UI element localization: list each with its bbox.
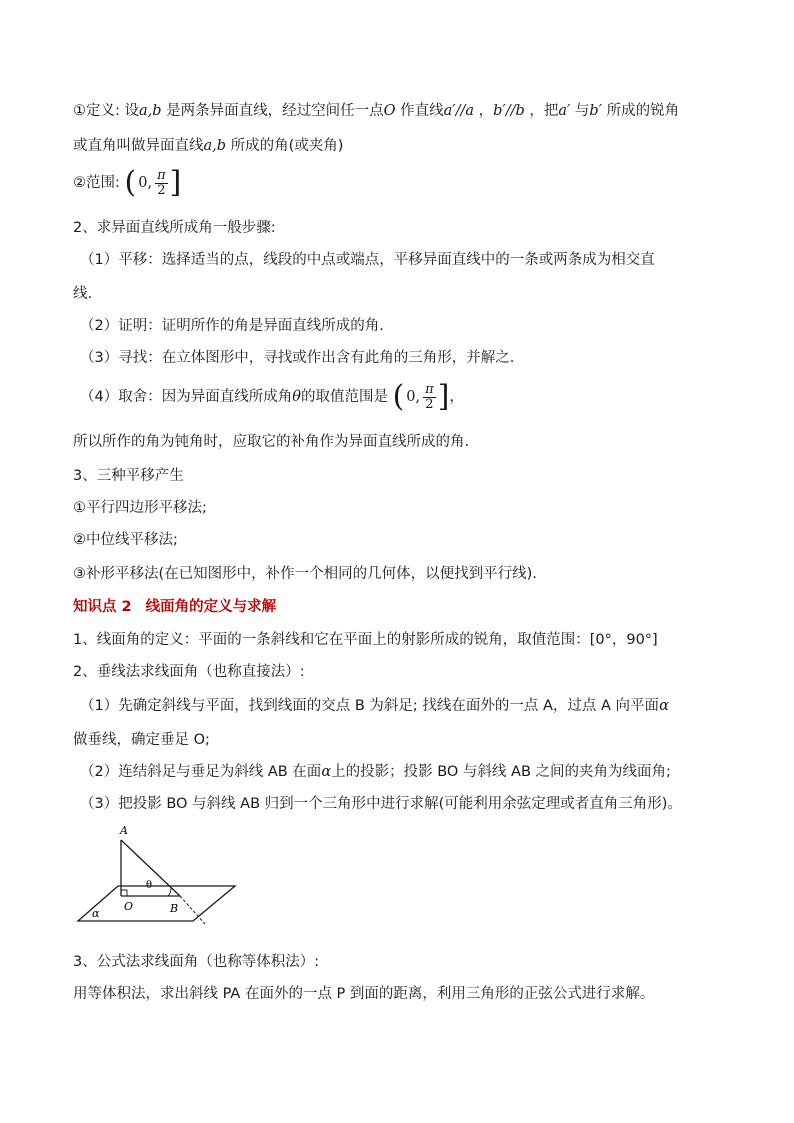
kp2-heading <box>73 597 276 617</box>
fraction-pi-over-2 <box>423 383 436 412</box>
plane-alpha <box>78 886 235 921</box>
right-angle-mark <box>121 890 127 896</box>
definition-text: ， <box>474 103 494 119</box>
math-ab: a,b <box>203 138 227 154</box>
fraction-denominator: 2 <box>157 182 166 198</box>
perp-step-1-b: 做垂线，确定垂足 O; <box>73 732 210 748</box>
range-label: ②范围: <box>73 175 120 191</box>
definition-prefix: ①定义: 设 <box>73 103 139 119</box>
formula-method-title: 3、公式法求线面角（也称等体积法）: <box>73 954 320 970</box>
step-4-conclusion: 所以所作的角为钝角时，应取它的补角作为异面直线所成的角. <box>73 434 470 450</box>
definition-line-2 <box>73 136 343 156</box>
step-2: （2）证明：证明所作的角是异面直线所成的角. <box>80 318 384 334</box>
math-O: O <box>383 103 396 119</box>
steps-title: 2、求异面直线所成角一般步骤: <box>73 220 276 236</box>
interval-zero: 0, <box>406 389 421 405</box>
perp-step-2-text: 上的投影；投影 BO 与斜线 AB 之间的夹角为线面角; <box>331 764 671 780</box>
step-1-line-b: 线. <box>73 286 93 302</box>
interval-left-bracket: ( <box>124 165 137 200</box>
step-3: （3）寻找：在立体图形中，寻找或作出含有此角的三角形，并解之. <box>80 350 515 366</box>
interval-0-pi-over-2 <box>125 166 182 200</box>
perp-step-1-a <box>80 696 669 716</box>
perpendicular-method-title: 2、垂线法求线面角（也称直接法）: <box>73 664 305 680</box>
math-alpha: α <box>321 764 332 780</box>
angle-theta-arc <box>168 888 171 897</box>
method-1: ①平行四边形平移法; <box>73 500 207 516</box>
fraction-pi-over-2 <box>155 169 168 198</box>
definition-text: 作直线 <box>395 103 444 119</box>
label-O: O <box>124 900 134 913</box>
math-theta: θ <box>292 389 301 405</box>
translations-title: 3、三种平移产生 <box>73 468 184 484</box>
definition-text: 是两条异面直线，经过空间任一点 <box>161 103 384 119</box>
fraction-denominator: 2 <box>425 396 434 412</box>
formula-method-text: 用等体积法，求出斜线 PA 在面外的一点 P 到面的距离，利用三角形的正弦公式进行求解。 <box>73 986 655 1002</box>
interval-right-bracket: ] <box>437 379 450 414</box>
definition-text: 与 <box>570 103 590 119</box>
definition-text: 所成的锐角 <box>602 103 680 119</box>
perp-step-3: （3）把投影 BO 与斜线 AB 归到一个三角形中进行求解(可能利用余弦定理或者直角三角形)。 <box>80 796 682 812</box>
line-plane-angle-figure <box>70 818 245 930</box>
perp-step-2-text: （2）连结斜足与垂足为斜线 AB 在面 <box>80 764 322 780</box>
interval-right-bracket: ] <box>169 165 182 200</box>
range-line <box>73 166 181 200</box>
step-4 <box>80 380 464 414</box>
math-alpha: α <box>659 698 669 714</box>
math-a-parallel: a′//a <box>443 103 475 119</box>
method-3: ③补形平移法(在已知图形中，补作一个相同的几何体，以便找到平行线). <box>73 566 537 582</box>
fraction-numerator: π <box>157 167 166 183</box>
label-alpha: α <box>92 907 100 920</box>
math-b-prime: b′ <box>589 103 602 119</box>
step-4-text: 的取值范围是 <box>300 389 388 405</box>
interval-left-bracket: ( <box>392 379 405 414</box>
label-B: B <box>170 902 179 915</box>
interval-zero: 0, <box>138 175 153 191</box>
label-theta: θ <box>146 880 153 891</box>
definition-text: ，把 <box>524 103 559 119</box>
interval-0-pi-over-2 <box>393 380 450 414</box>
fraction-numerator: π <box>425 381 434 397</box>
definition-text: 或直角叫做异面直线 <box>73 138 204 154</box>
math-a-prime: a′ <box>558 103 571 119</box>
definition-text: 所成的角(或夹角) <box>226 138 344 154</box>
step-4-text: （4）取舍：因为异面直线所成角 <box>80 389 293 405</box>
line-plane-angle-definition: 1、线面角的定义：平面的一条斜线和它在平面上的射影所成的锐角，取值范围：[0°，90°] <box>73 632 658 648</box>
step-4-comma: ， <box>449 389 464 405</box>
definition-line-1 <box>73 101 679 121</box>
math-ab: a,b <box>139 103 162 119</box>
step-1-line-a: （1）平移：选择适当的点，线段的中点或端点，平移异面直线中的一条或两条成为相交直 <box>80 252 655 268</box>
label-A: A <box>120 824 128 837</box>
perp-step-1-text: （1）先确定斜线与平面，找到线面的交点 B 为斜足; 找线在面外的一点 A，过点 A 向平面 <box>80 698 660 714</box>
math-b-parallel: b′//b <box>493 103 525 119</box>
segment-AB-extension <box>180 896 205 924</box>
kp2-heading-number: 知识点 2 <box>73 599 132 615</box>
method-2: ②中位线平移法; <box>73 532 178 548</box>
kp2-heading-title: 线面角的定义与求解 <box>145 599 277 615</box>
perp-step-2 <box>80 762 671 782</box>
